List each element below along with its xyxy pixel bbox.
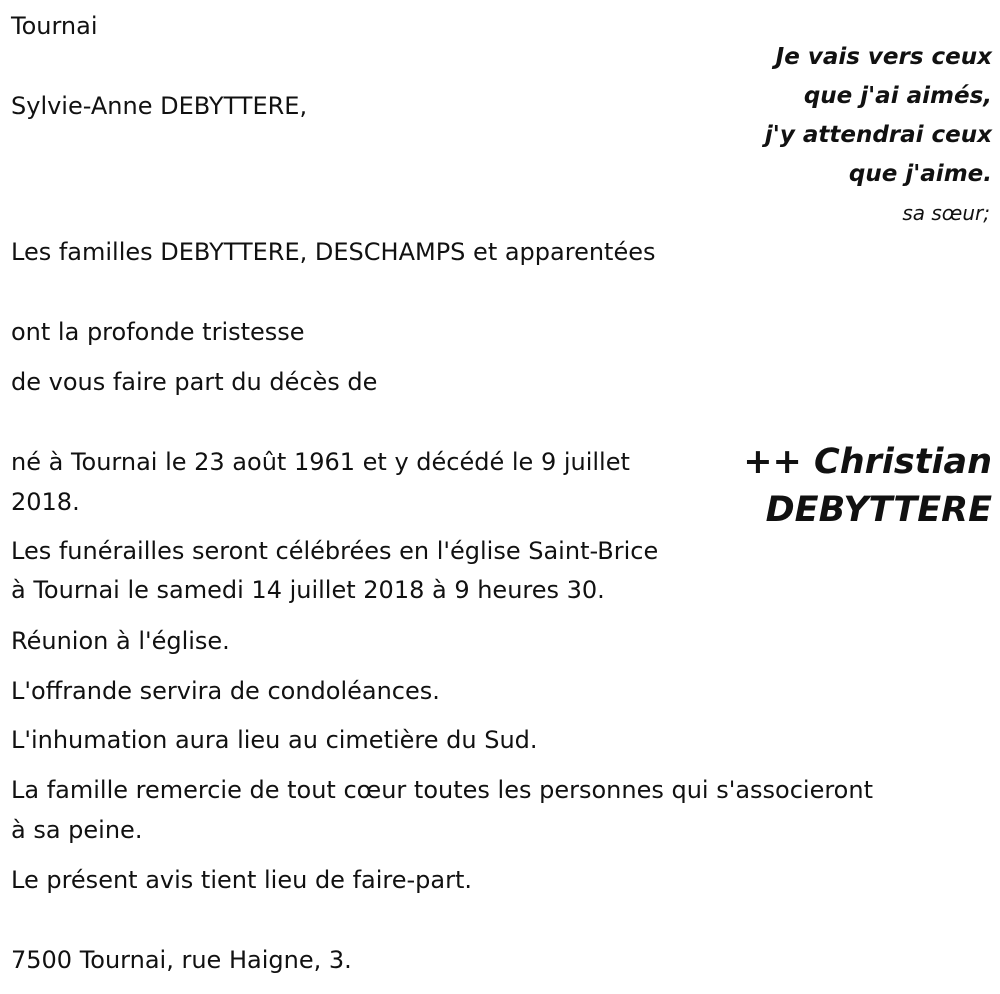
thanks-line-2: à sa peine. (11, 816, 143, 844)
families-line: Les familles DEBYTTERE, DESCHAMPS et apparentées (11, 238, 656, 266)
address-line: 7500 Tournai, rue Haigne, 3. (11, 946, 352, 974)
funeral-line-1: Les funérailles seront célébrées en l'église Saint-Brice (11, 537, 659, 565)
city-name: Tournai (11, 12, 98, 40)
poem-line: que j'aime. (848, 161, 992, 187)
poem-line: Je vais vers ceux (775, 44, 992, 70)
sister-name: Sylvie-Anne DEBYTTERE, (11, 92, 308, 120)
meeting-line: Réunion à l'église. (11, 627, 230, 655)
poem-line: j'y attendrai ceux (764, 122, 992, 148)
birth-line-1: né à Tournai le 23 août 1961 et y décédé le 9 juillet (11, 448, 630, 476)
funeral-line-2: à Tournai le samedi 14 juillet 2018 à 9 heures 30. (11, 576, 605, 604)
burial-line: L'inhumation aura lieu au cimetière du Sud. (11, 726, 538, 754)
poem-line: que j'ai aimés, (803, 83, 992, 109)
deceased-name (743, 438, 992, 534)
deceased-name-line1: ++ Christian (743, 442, 992, 482)
offering-line: L'offrande servira de condoléances. (11, 677, 440, 705)
notice-statement: Le présent avis tient lieu de faire-part. (11, 866, 473, 894)
birth-line-2: 2018. (11, 488, 80, 516)
thanks-line-1: La famille remercie de tout cœur toutes les personnes qui s'associeront (11, 776, 873, 804)
sadness-line: ont la profonde tristesse (11, 318, 305, 346)
poem-quote (765, 38, 992, 194)
announce-line: de vous faire part du décès de (11, 368, 378, 396)
relation-label: sa sœur; (902, 201, 990, 225)
deceased-name-line2: DEBYTTERE (765, 490, 992, 530)
